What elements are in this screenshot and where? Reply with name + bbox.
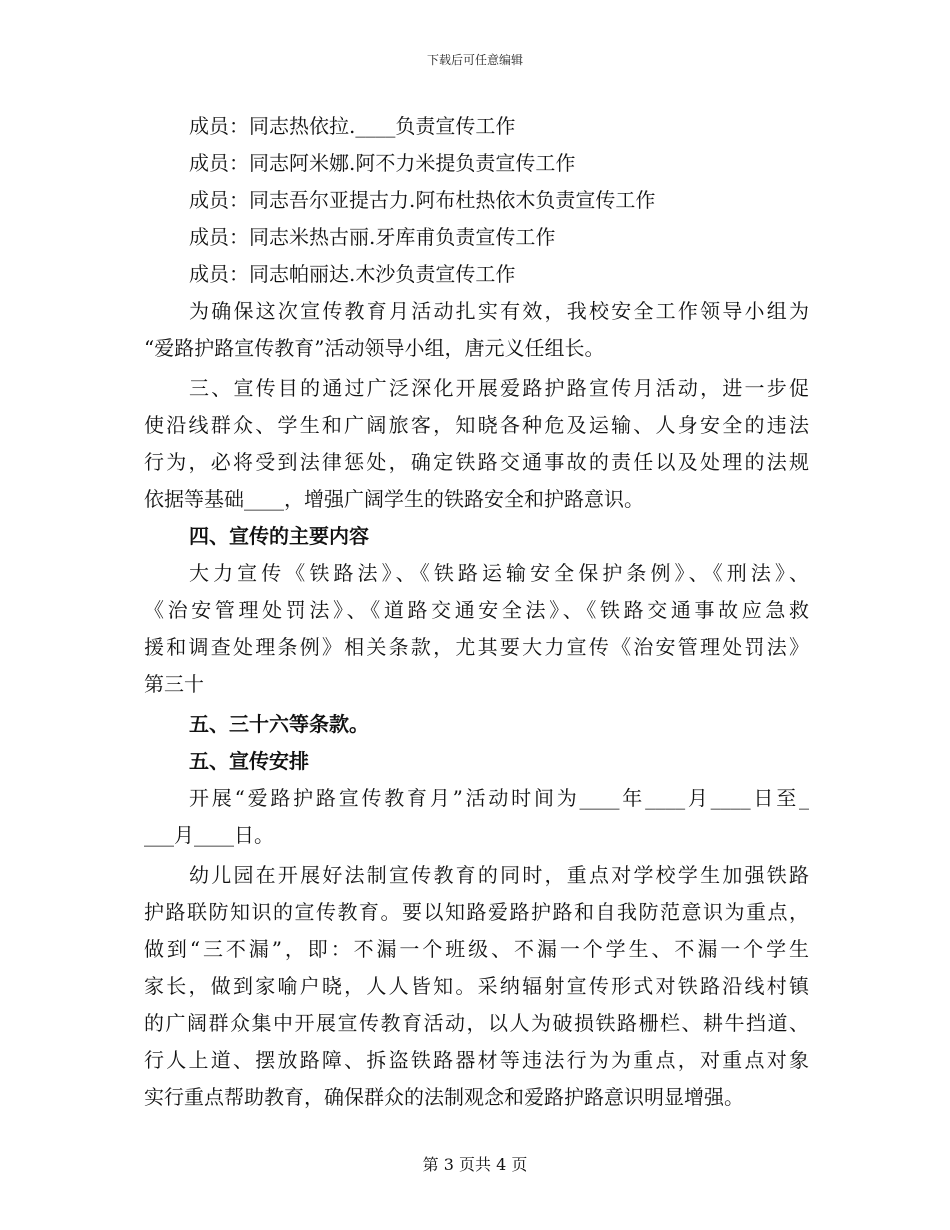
paragraph-line: 实行重点帮助教育，确保群众的法制观念和爱路护路意识明显增强。 bbox=[144, 1085, 744, 1109]
document-body bbox=[144, 108, 809, 1116]
member-line-1: 成员：同志热依拉.____负责宣传工作 bbox=[189, 114, 516, 138]
paragraph-line: 行为，必将受到法律惩处，确定铁路交通事故的责任以及处理的法规 bbox=[144, 450, 809, 474]
paragraph-line: 护路联防知识的宣传教育。要以知路爱路护路和自我防范意识为重点， bbox=[144, 900, 809, 924]
paragraph-line: 依据等基础____，增强广阔学生的铁路安全和护路意识。 bbox=[144, 487, 644, 511]
page-footer: 第 3 页共 4 页 bbox=[422, 1155, 528, 1174]
paragraph-line: 《治安管理处罚法》、《道路交通安全法》、《铁路交通事故应急救 bbox=[144, 598, 809, 622]
paragraph-line: 开展“爱路护路宣传教育月”活动时间为____年____月____日至_ bbox=[189, 786, 809, 810]
paragraph-line: 援和调查处理条例》相关条款，尤其要大力宣传《治安管理处罚法》 bbox=[144, 635, 809, 659]
paragraph-line: 的广阔群众集中开展宣传教育活动，以人为破损铁路栅栏、耕牛挡道、 bbox=[144, 1011, 809, 1035]
paragraph-line: 大力宣传《铁路法》、《铁路运输安全保护条例》、《刑法》、 bbox=[189, 561, 809, 585]
paragraph-line: ___月____日。 bbox=[144, 823, 274, 847]
page-header: 下载后可任意编辑 bbox=[426, 53, 523, 67]
paragraph-line: 第三十 bbox=[144, 672, 204, 696]
section-heading-content: 四、宣传的主要内容 bbox=[189, 524, 369, 548]
member-line-2: 成员：同志阿米娜.阿不力米提负责宣传工作 bbox=[189, 151, 576, 175]
paragraph-line: 为确保这次宣传教育月活动扎实有效，我校安全工作领导小组为 bbox=[189, 299, 809, 323]
section-three-line: 三、宣传目的通过广泛深化开展爱路护路宣传月活动，进一步促 bbox=[189, 376, 809, 400]
paragraph-line: 行人上道、摆放路障、拆盗铁路器材等违法行为为重点，对重点对象 bbox=[144, 1048, 809, 1072]
section-heading-clauses: 五、三十六等条款。 bbox=[189, 712, 369, 736]
paragraph-line: 幼儿园在开展好法制宣传教育的同时，重点对学校学生加强铁路 bbox=[189, 863, 809, 887]
section-heading-arrangement: 五、宣传安排 bbox=[189, 749, 309, 773]
member-line-5: 成员：同志帕丽达.木沙负责宣传工作 bbox=[189, 262, 516, 286]
member-line-4: 成员：同志米热古丽.牙库甫负责宣传工作 bbox=[189, 225, 556, 249]
paragraph-line: 使沿线群众、学生和广阔旅客，知晓各种危及运输、人身安全的违法 bbox=[144, 413, 809, 437]
member-line-3: 成员：同志吾尔亚提古力.阿布杜热依木负责宣传工作 bbox=[189, 188, 656, 212]
paragraph-line: 做到“三不漏”，即：不漏一个班级、不漏一个学生、不漏一个学生 bbox=[144, 937, 809, 961]
paragraph-line: “爱路护路宣传教育”活动领导小组，唐元义任组长。 bbox=[144, 336, 605, 360]
paragraph-line: 家长，做到家喻户晓，人人皆知。采纳辐射宣传形式对铁路沿线村镇 bbox=[144, 974, 809, 998]
